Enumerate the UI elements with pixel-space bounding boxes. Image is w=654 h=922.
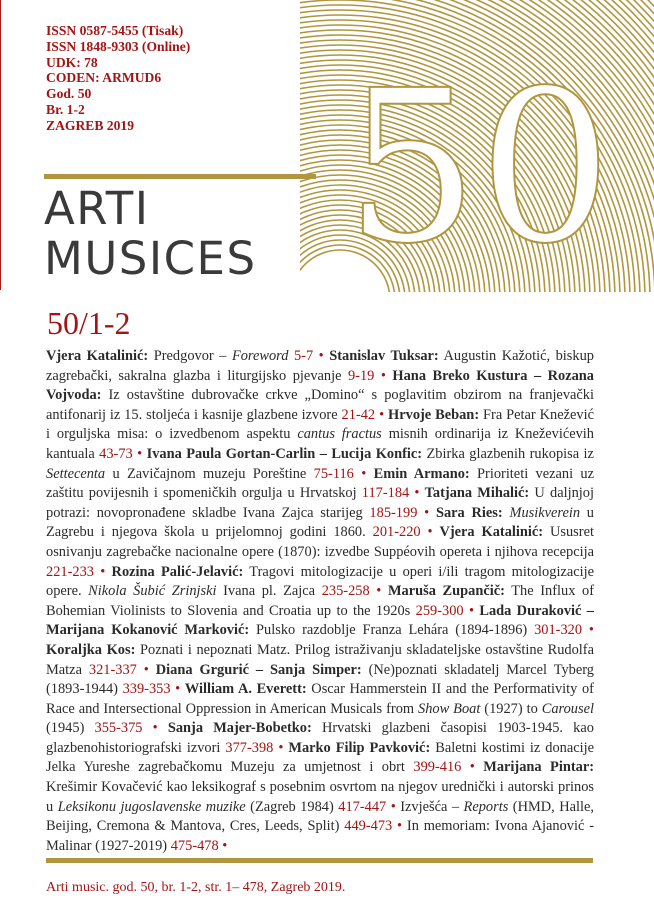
toc-title-rest: (HMD, Halle, Beijing, Cremona & Mantova, Cres, Leeds, Split) (46, 798, 594, 835)
issue-label: 50/1-2 (47, 305, 131, 341)
toc-pages: 339-353 (122, 681, 171, 698)
table-of-contents (46, 347, 594, 856)
toc-title-rest: (1927) to (480, 700, 542, 717)
toc-separator: • (175, 681, 181, 698)
toc-separator: • (468, 602, 474, 619)
toc-pages: 5-7 (293, 348, 314, 364)
bibliographic-info (46, 23, 190, 134)
concentric-arcs-graphic (300, 0, 654, 292)
toc-title-rest: Ivana pl. Zajca (216, 583, 316, 600)
toc-separator: • (143, 661, 149, 678)
number: Br. 1-2 (46, 101, 85, 117)
volume: God. 50 (46, 86, 92, 102)
toc-title: Iz ostavštine dubrovačke crkve „Domino“ s poglavitim obzirom na franjevački antifonarij iz 15. stoljeća i kasnije glazbene izvore (46, 387, 594, 423)
toc-author: Hana Breko Kustura – Rozana Vojvoda: (46, 367, 595, 404)
toc-author: Tatjana Mihalić: (424, 485, 530, 502)
toc-pages: 355-375 (94, 720, 143, 737)
toc-separator: • (318, 348, 324, 364)
toc-separator: • (588, 622, 594, 639)
toc-title-italic: Settecenta (46, 465, 106, 482)
udk: UDK: 78 (46, 54, 98, 70)
toc-author: Ivana Paula Gortan-Carlin – Lucija Konfic: (146, 445, 423, 462)
toc-title-italic: Reports (463, 798, 509, 815)
toc-title: Poznati i nepoznati Matz. Prilog istraživanju skladateljske ostavštine Rudolfa Matza (46, 641, 594, 678)
toc-author: William A. Everett: (184, 681, 307, 698)
toc-author: Vjera Katalinić: (46, 348, 149, 364)
gold-rule-bottom (46, 858, 593, 863)
toc-separator: • (278, 739, 284, 756)
issn-print: ISSN 0587-5455 (Tisak) (46, 23, 184, 38)
toc-author: Koraljka Kos: (46, 641, 136, 658)
toc-pages: 377-398 (225, 739, 274, 756)
toc-title: Izvješća – (400, 798, 464, 815)
toc-pages: 449-473 (344, 818, 393, 835)
toc-title-rest: u Zagrebu i njegova škola u prijelomnoj godini 1860. (46, 504, 594, 541)
toc-author: Sanja Majer-Bobetko: (167, 720, 312, 737)
toc-title-rest: misnih ordinarija iz Kneževićevih kantuala (46, 426, 594, 462)
toc-title: Oscar Hammerstein II and the Performativity of Race and Intersectional Oppression in American Musicals from (46, 681, 594, 717)
toc-author: Emin Armano: (373, 465, 470, 482)
citation-footer: Arti music. god. 50, br. 1-2, str. 1– 478, Zagreb 2019. (46, 880, 346, 895)
coden: CODEN: ARMUD6 (46, 70, 162, 86)
toc-pages: 201-220 (372, 524, 421, 541)
toc-separator: • (424, 504, 430, 521)
toc-separator: • (379, 406, 385, 423)
toc-separator: • (137, 445, 143, 462)
toc-title-rest: u Zavičajnom muzeju Poreštine (105, 465, 307, 482)
toc-separator: • (152, 720, 158, 737)
toc-author: Rozina Palić-Jelavić: (111, 563, 244, 580)
toc-pages: 185-199 (369, 504, 418, 521)
toc-title-italic: Nikola Šubić Zrinjski (88, 583, 217, 600)
toc-separator: • (427, 524, 433, 541)
toc-title: Zbirka glazbenih rukopisa iz (426, 445, 594, 462)
issn-online: ISSN 1848-9303 (Online) (46, 38, 191, 54)
toc-title-italic: Foreword (231, 348, 289, 364)
journal-title-line1: ARTI (44, 182, 150, 235)
place-year: ZAGREB 2019 (46, 117, 134, 133)
toc-separator: • (100, 563, 106, 580)
toc-author: Lada Duraković – Marijana Kokanović Marković: (46, 602, 594, 639)
toc-pages: 259-300 (415, 602, 464, 619)
toc-separator: • (222, 837, 228, 854)
big-numeral-50: 50 (345, 45, 613, 290)
toc-pages: 221-233 (46, 563, 94, 580)
toc-pages: 399-416 (413, 759, 462, 776)
toc-author: Marijana Pintar: (483, 759, 594, 776)
toc-title: Augustin Kažotić, biskup zagrebački, sakralna glazba i liturgijsko pjevanje (46, 348, 594, 384)
toc-title: Predgovor – (153, 348, 232, 364)
toc-title-italic: Show Boat (418, 700, 481, 717)
toc-title-italic: Leksikonu jugoslavenske muzike (57, 798, 246, 815)
toc-author: Marko Filip Pavković: (288, 739, 431, 756)
red-margin-line (0, 0, 1, 290)
toc-title: Prioriteti vezani uz zaštitu povijesnih i spomeničkih orgulja u Hrvatskoj (46, 465, 594, 502)
toc-pages: 21-42 (341, 406, 376, 423)
toc-separator: • (376, 583, 382, 600)
toc-title: Pulsko razdoblje Franza Lehára (1894-1896) (256, 622, 528, 639)
toc-title-rest: (Zagreb 1984) (245, 798, 334, 815)
toc-title: The Influx of Bohemian Violinists to Slovenia and Croatia up to the 1920s (46, 583, 595, 619)
toc-title-italic: Musikverein (509, 504, 581, 521)
toc-pages: 321-337 (88, 661, 137, 678)
toc-separator: • (397, 818, 403, 835)
toc-separator: • (361, 465, 367, 482)
gold-rule-top (44, 174, 316, 179)
toc-title: U daljnjoj potrazi: novopronađene skladbe Ivana Zajca starijeg (46, 485, 594, 521)
toc-author: Maruša Zupančič: (387, 583, 505, 600)
toc-title: Fra Petar Knežević i orguljska misa: o izvedbenom aspektu (46, 406, 594, 443)
toc-pages: 301-320 (534, 622, 583, 639)
toc-title: In memoriam: Ivona Ajanović - Malinar (1927-2019) (46, 818, 594, 854)
toc-title: Tragovi mitologizacije u operi i/ili tragom mitologizacije opere. (46, 563, 594, 600)
toc-separator: • (469, 759, 475, 776)
toc-title: Baletni kostimi iz donacije Jelka Yureshe zagrebačkomu Muzeju za umjetnost i obrt (46, 739, 595, 776)
toc-entry (46, 348, 324, 364)
toc-author: Sara Ries: (435, 504, 503, 521)
toc-title: Krešimir Kovačević kao leksikograf s posebnim osvrtom na njegov urednički i autorski prinos u (46, 779, 594, 815)
toc-separator: • (390, 798, 396, 815)
toc-pages: 235-258 (321, 583, 370, 600)
toc-author: Diana Grgurić – Sanja Simper: (155, 661, 362, 678)
toc-separator: • (414, 485, 420, 502)
toc-pages: 43-73 (99, 445, 133, 462)
toc-title: Ususret osnivanju zagrebačke nacionalne opere (1870): izvedbe Suppéovih opereta i njihova recepcija (46, 524, 594, 560)
toc-title-italic: Carousel (541, 700, 594, 717)
journal-title-line2: MUSICES (44, 232, 257, 285)
toc-pages: 75-116 (313, 465, 354, 482)
toc-author: Stanislav Tuksar: (329, 348, 439, 364)
toc-pages: 417-447 (338, 798, 387, 815)
toc-pages: 9-19 (347, 367, 375, 384)
toc-pages: 117-184 (361, 485, 410, 502)
toc-title: (Ne)poznati skladatelj Marcel Tyberg (1893-1944) (46, 661, 594, 698)
toc-separator: • (380, 367, 386, 384)
toc-author: Hrvoje Beban: (388, 406, 480, 423)
toc-title-italic: cantus fractus (297, 426, 382, 443)
toc-author: Vjera Katalinić: (439, 524, 544, 541)
toc-title-rest: (1945) (46, 720, 85, 737)
toc-pages: 475-478 (170, 837, 219, 854)
toc-title: Hrvatski glazbeni časopisi 1903-1945. kao glazbenohistoriografski izvori (46, 720, 594, 756)
